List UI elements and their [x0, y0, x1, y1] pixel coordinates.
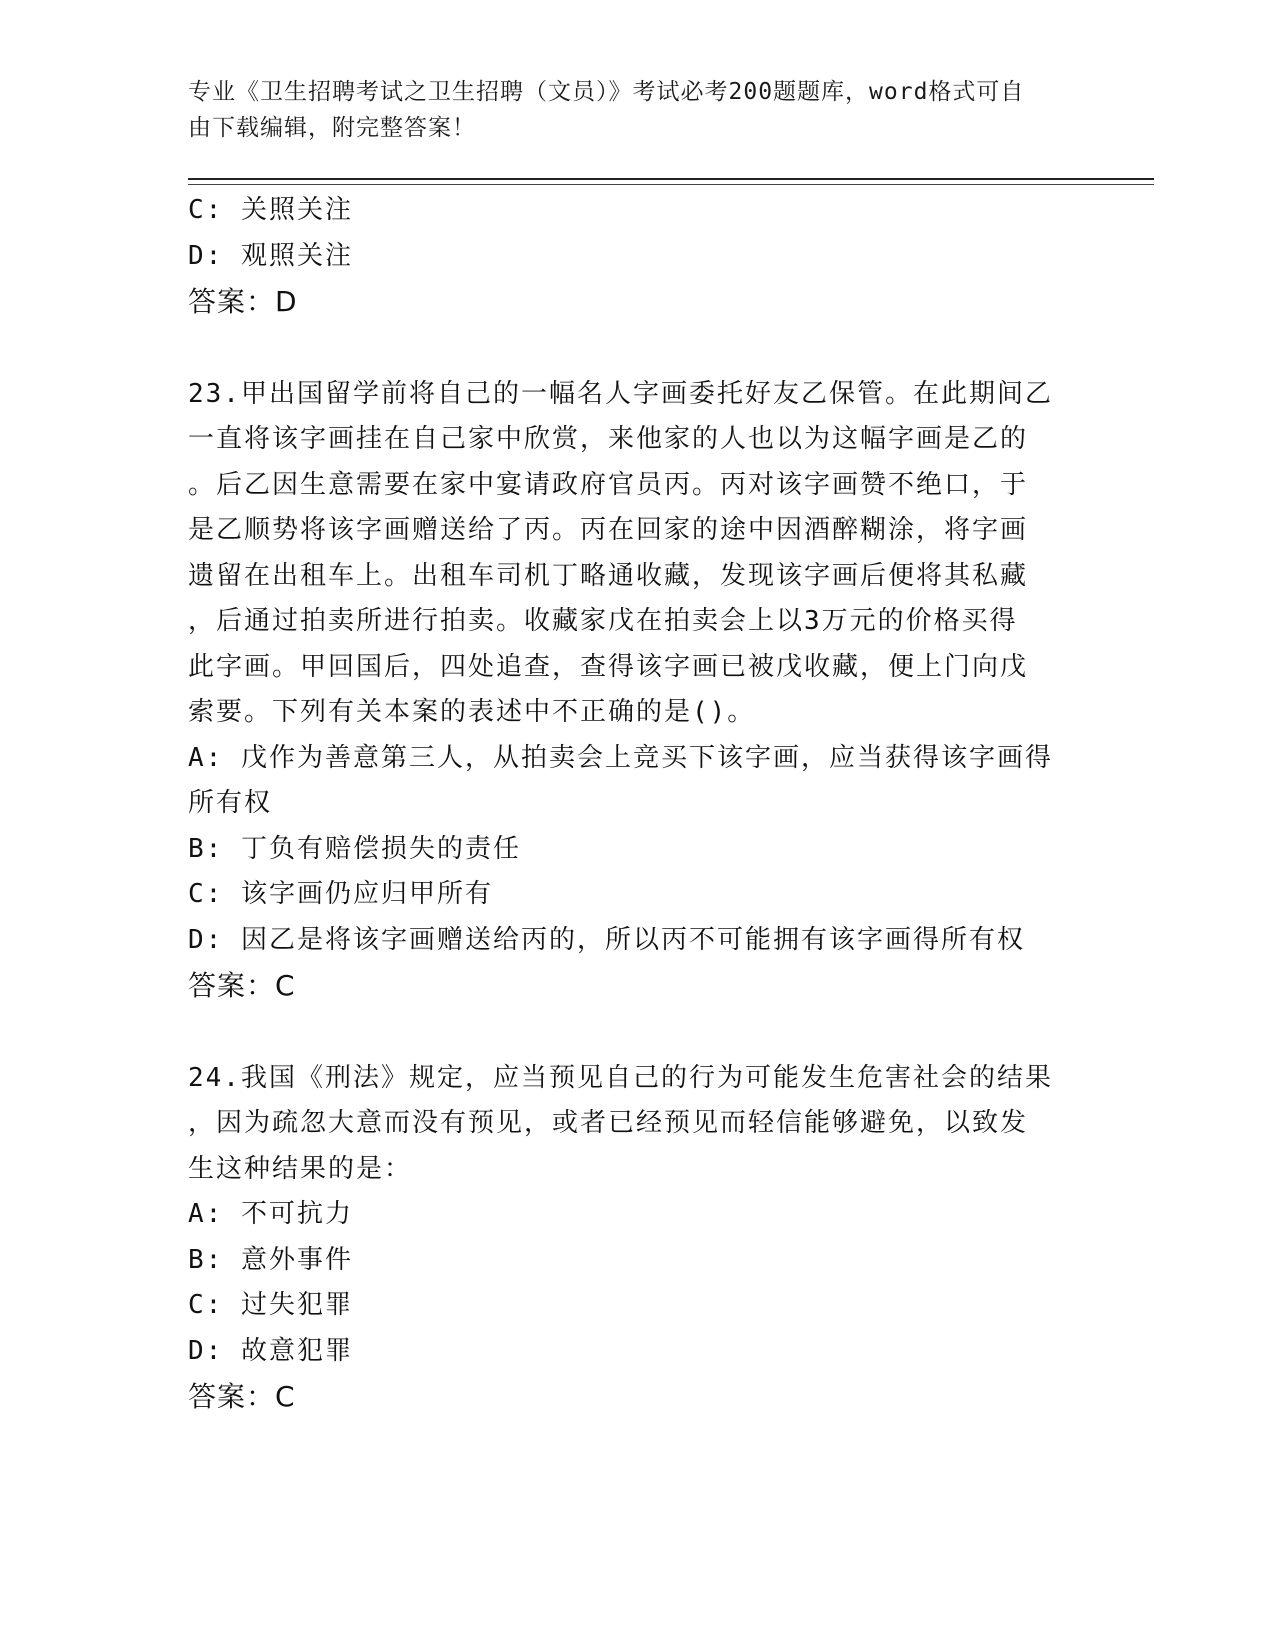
- header-divider-thick: [188, 178, 1154, 180]
- document-header: [188, 74, 1068, 146]
- option-a: A: 不可抗力: [188, 1199, 353, 1229]
- question-22: [188, 188, 1088, 325]
- header-line-1: 专业《卫生招聘考试之卫生招聘（文员）》考试必考200题题库，word格式可自: [188, 79, 1025, 105]
- question-stem-line: 索要。下列有关本案的表述中不正确的是()。: [188, 697, 756, 727]
- answer-line: 答案：C: [188, 1380, 296, 1413]
- question-stem-line: 23.甲出国留学前将自己的一幅名人字画委托好友乙保管。在此期间乙: [188, 378, 1053, 409]
- question-stem-line: 遗留在出租车上。出租车司机丁略通收藏，发现该字画后便将其私藏: [188, 560, 1029, 591]
- option-b: B: 丁负有赔偿损失的责任: [188, 833, 521, 864]
- question-23: [188, 372, 1088, 1009]
- header-divider-thin: [188, 184, 1154, 185]
- option-d: D: 故意犯罪: [188, 1335, 353, 1366]
- header-line-2: 由下载编辑，附完整答案！: [188, 115, 476, 141]
- question-stem-line: ，后通过拍卖所进行拍卖。收藏家戊在拍卖会上以3万元的价格买得: [188, 606, 1018, 636]
- option-c: C: 过失犯罪: [188, 1290, 353, 1320]
- option-c: C: 关照关注: [188, 195, 353, 225]
- question-24: [188, 1056, 1088, 1420]
- spacer: [188, 325, 1088, 372]
- option-a-continued: 所有权: [188, 788, 273, 818]
- question-stem-line: 一直将该字画挂在自己家中欣赏，来他家的人也以为这幅字画是乙的: [188, 424, 1029, 454]
- option-b: B: 意外事件: [188, 1244, 353, 1275]
- option-c: C: 该字画仍应归甲所有: [188, 879, 493, 909]
- question-stem-line: ，因为疏忽大意而没有预见，或者已经预见而轻信能够避免，以致发: [188, 1108, 1029, 1138]
- document-body: [188, 188, 1088, 1420]
- question-stem-line: 24.我国《刑法》规定，应当预见自己的行为可能发生危害社会的结果: [188, 1062, 1053, 1093]
- option-d: D: 因乙是将该字画赠送给丙的，所以丙不可能拥有该字画得所有权: [188, 924, 1025, 955]
- spacer: [188, 1009, 1088, 1056]
- answer-line: 答案：C: [188, 969, 296, 1002]
- question-stem-line: 生这种结果的是：: [188, 1153, 413, 1184]
- answer-line: 答案：D: [188, 285, 298, 318]
- question-stem-line: 。后乙因生意需要在家中宴请政府官员丙。丙对该字画赞不绝口，于: [188, 469, 1029, 500]
- option-a: A: 戊作为善意第三人，从拍卖会上竞买下该字画，应当获得该字画得: [188, 742, 1053, 773]
- question-stem-line: 是乙顺势将该字画赠送给了丙。丙在回家的途中因酒醉糊涂，将字画: [188, 515, 1029, 545]
- option-d: D: 观照关注: [188, 240, 353, 271]
- question-stem-line: 此字画。甲回国后，四处追查，查得该字画已被戊收藏，便上门向戊: [188, 651, 1029, 682]
